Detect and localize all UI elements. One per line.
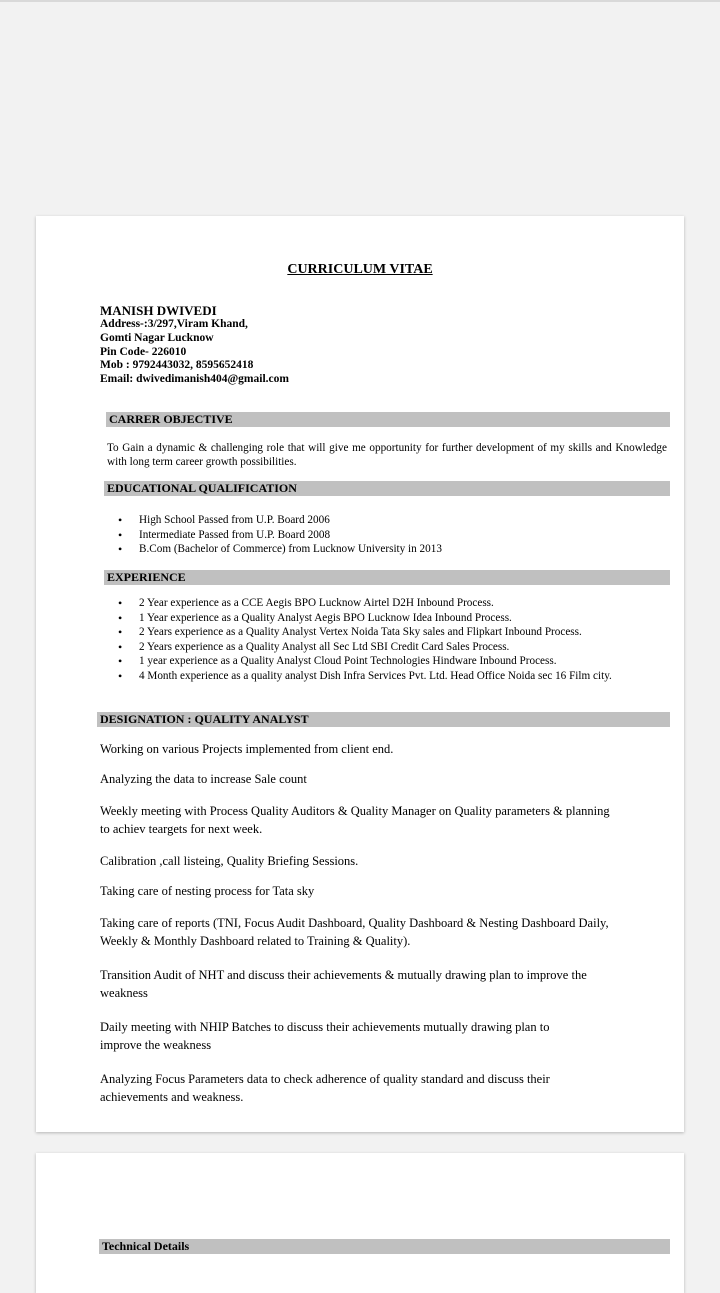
address-line-2: Gomti Nagar Lucknow [100, 331, 214, 344]
list-item: • 2 Years experience as a Quality Analyst all Sec Ltd SBI Credit Card Sales Process. [118, 640, 612, 655]
mobile-numbers: Mob : 9792443032, 8595652418 [100, 359, 254, 372]
contact-block [100, 303, 289, 387]
email-address: Email: dwivedimanish404@gmail.com [100, 373, 289, 386]
list-item: • 2 Years experience as a Quality Analyst Vertex Noida Tata Sky sales and Flipkart Inbound Process. [118, 625, 612, 640]
list-item: • B.Com (Bachelor of Commerce) from Lucknow University in 2013 [118, 542, 442, 557]
document-page-2 [36, 1153, 684, 1293]
duty-item: Calibration ,call listeing, Quality Briefing Sessions. [100, 854, 359, 868]
viewer-top-bar [0, 0, 720, 2]
duty-item: Analyzing the data to increase Sale count [100, 772, 307, 786]
duty-item: Weekly meeting with Process Quality Auditors & Quality Manager on Quality parameters & planning to achiev teargets for next week. [100, 804, 610, 836]
duty-item: Daily meeting with NHIP Batches to discuss their achievements mutually drawing plan to improve the weakness [100, 1020, 550, 1052]
document-page-1 [36, 216, 684, 1132]
cv-title: CURRICULUM VITAE [287, 262, 433, 277]
pin-code: Pin Code- 226010 [100, 345, 187, 358]
experience-heading: EXPERIENCE [104, 570, 670, 585]
list-item: • 1 Year experience as a Quality Analyst Aegis BPO Lucknow Idea Inbound Process. [118, 611, 612, 626]
duty-item: Working on various Projects implemented from client end. [100, 742, 394, 756]
duty-item: Taking care of reports (TNI, Focus Audit Dashboard, Quality Dashboard & Nesting Dashboard Daily, Weekly & Monthly Dashboard related to Training & Quality). [100, 916, 609, 948]
list-item: • 2 Year experience as a CCE Aegis BPO Lucknow Airtel D2H Inbound Process. [118, 596, 612, 611]
duty-item: Transition Audit of NHT and discuss their achievements & mutually drawing plan to improve the weakness [100, 968, 587, 1000]
list-item: • Intermediate Passed from U.P. Board 2008 [118, 528, 442, 543]
duty-item: Analyzing Focus Parameters data to check adherence of quality standard and discuss their achievements and weakness. [100, 1072, 550, 1104]
education-list [118, 513, 442, 557]
list-item: • 4 Month experience as a quality analyst Dish Infra Services Pvt. Ltd. Head Office Noida sec 16 Film city. [118, 669, 612, 684]
candidate-name: MANISH DWIVEDI [100, 303, 217, 318]
experience-list [118, 596, 612, 684]
duty-item: Taking care of nesting process for Tata sky [100, 884, 315, 898]
designation-heading: DESIGNATION : QUALITY ANALYST [97, 712, 670, 727]
list-item: • High School Passed from U.P. Board 2006 [118, 513, 442, 528]
objective-heading: CARRER OBJECTIVE [106, 412, 670, 427]
list-item: • 1 year experience as a Quality Analyst Cloud Point Technologies Hindware Inbound Process. [118, 654, 612, 669]
education-heading: EDUCATIONAL QUALIFICATION [104, 481, 670, 496]
technical-heading: Technical Details [99, 1239, 670, 1254]
objective-text: To Gain a dynamic & challenging role that will give me opportunity for further development of my skills and Knowledge with long term career growth possibilities. [107, 442, 667, 468]
address-line-1: Address-:3/297,Viram Khand, [100, 318, 248, 330]
